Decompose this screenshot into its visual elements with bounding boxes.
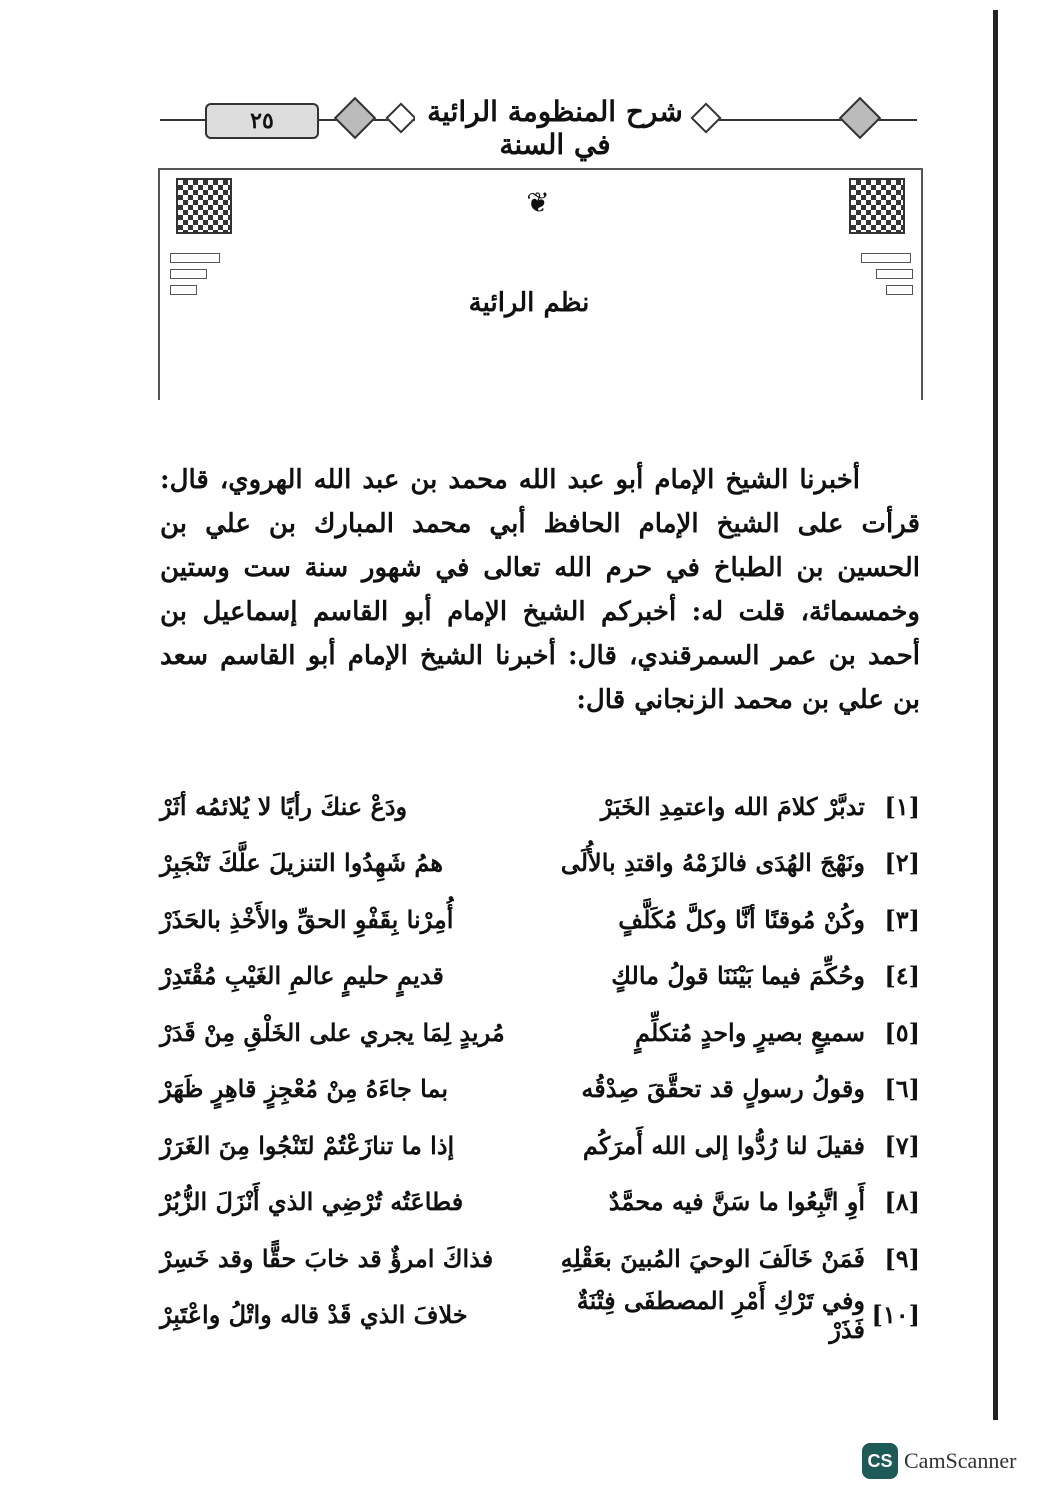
verse: [160, 835, 920, 892]
verse: [160, 778, 920, 835]
intro-text: أخبرنا الشيخ الإمام أبو عبد الله محمد بن عبد الله الهروي، قال: قرأت على الشيخ الإمام الحافظ أبي محمد المبارك بن علي بن الحسين بن الطباخ في حرم الله تعالى في شهور سنة ست وستين وخمسمائة، قلت له: أخبركم الشيخ الإمام أبو القاسم إسماعيل بن أحمد بن عمر السمرقندي، قال: أخبرنا الشيخ الإمام أبو القاسم سعد بن علي بن محمد الزنجاني قال:: [160, 465, 920, 715]
diamond-ornament-icon: [334, 97, 376, 139]
first-hemistich: وحُكِّمَ فيما بَيْنَنَا قولُ مالكٍ: [611, 961, 865, 991]
diamond-ornament-icon: [839, 97, 881, 139]
page-edge: [993, 10, 998, 1420]
diamond-ornament-icon: [690, 102, 721, 133]
second-hemistich: ودَعْ عنكَ رأيًا لا يُلائمُه أثَرْ: [160, 791, 408, 821]
verse-number: [٧]: [884, 1130, 920, 1160]
verse-number: [٦]: [884, 1074, 920, 1104]
first-hemistich: أَوِ اتَّبِعُوا ما سَنَّ فيه محمَّدٌ: [608, 1187, 865, 1217]
verse-number: [٨]: [884, 1187, 920, 1217]
section-title: نظم الرائية: [468, 288, 590, 318]
verse: [160, 1230, 920, 1287]
verse: [160, 891, 920, 948]
watermark-text: CamScanner: [904, 1448, 1017, 1473]
verse: [160, 1004, 920, 1061]
verse-number: [٤]: [884, 961, 920, 991]
verse-number: [٩]: [884, 1243, 920, 1273]
verse: [160, 1117, 920, 1174]
verse-number: [٢]: [884, 848, 920, 878]
first-hemistich: تدبَّرْ كلامَ الله واعتمِدِ الخَبَرْ: [600, 791, 865, 821]
first-hemistich: فَمَنْ خَالَفَ الوحيَ المُبينَ بعَقْلِهِ: [560, 1243, 865, 1273]
first-hemistich: سميعٍ بصيرٍ واحدٍ مُتكلِّمٍ: [634, 1017, 865, 1047]
verse-number: [٥]: [884, 1017, 920, 1047]
divider: [160, 119, 205, 121]
second-hemistich: قديمٍ حليمٍ عالمِ الغَيْبِ مُقْتَدِرْ: [160, 961, 444, 991]
second-hemistich: خلافَ الذي قَدْ قاله واتْلُ واعْتَبِرْ: [160, 1300, 468, 1330]
second-hemistich: مُريدٍ لِمَا يجري على الخَلْقِ مِنْ قَدَرْ: [160, 1017, 505, 1047]
verse-number: [١]: [884, 791, 920, 821]
floral-ornament-icon: ❦: [526, 186, 550, 219]
verse: [160, 948, 920, 1005]
verse: [160, 1061, 920, 1118]
camscanner-watermark: [862, 1443, 1016, 1479]
second-hemistich: أُمِرْنا بِقَفْوِ الحقِّ والأَخْذِ بالحَذَرْ: [160, 904, 454, 934]
decorative-frame: [158, 168, 923, 400]
verse: [160, 1287, 920, 1344]
page-number: ٢٥: [205, 103, 319, 139]
second-hemistich: همُ شَهِدُوا التنزيلَ علَّكَ تَنْجَبِرْ: [160, 848, 444, 878]
intro-paragraph: [160, 458, 920, 722]
first-hemistich: وفي تَرْكِ أَمْرِ المصطفَى فِتْنَةٌ فَذَرْ: [576, 1285, 865, 1344]
second-hemistich: إذا ما تنازَعْتُمْ لتَنْجُوا مِنَ الغَرَرْ: [160, 1130, 455, 1160]
page-header: [160, 95, 920, 161]
verse-number: [٣]: [884, 904, 920, 934]
geometric-ornament-icon: [849, 178, 905, 234]
book-title: شرح المنظومة الرائية في السنة: [415, 95, 695, 161]
camscanner-logo: CS: [862, 1443, 898, 1479]
poem: [160, 778, 920, 1343]
second-hemistich: فطاعَتُه تُرْضِي الذي أَنْزَلَ الزُّبُرْ: [160, 1187, 464, 1217]
second-hemistich: بما جاءَهُ مِنْ مُعْجِزٍ قاهِرٍ ظَهَرْ: [160, 1074, 449, 1104]
diamond-ornament-icon: [385, 102, 416, 133]
geometric-ornament-icon: [176, 178, 232, 234]
first-hemistich: وقولُ رسولٍ قد تحقَّقَ صِدْقُه: [581, 1074, 865, 1104]
verse-number: [١٠]: [871, 1300, 920, 1330]
verse: [160, 1174, 920, 1231]
first-hemistich: وكُنْ مُوقنًا أنَّا وكلَّ مُكَلَّفٍ: [618, 904, 865, 934]
first-hemistich: ونَهْجَ الهُدَى فالزَمْهُ واقتدِ بالأُلَى: [560, 848, 865, 878]
first-hemistich: فقيلَ لنا رُدُّوا إلى الله أَمرَكُم: [582, 1130, 865, 1160]
second-hemistich: فذاكَ امرؤٌ قد خابَ حقًّا وقد خَسِرْ: [160, 1243, 494, 1273]
